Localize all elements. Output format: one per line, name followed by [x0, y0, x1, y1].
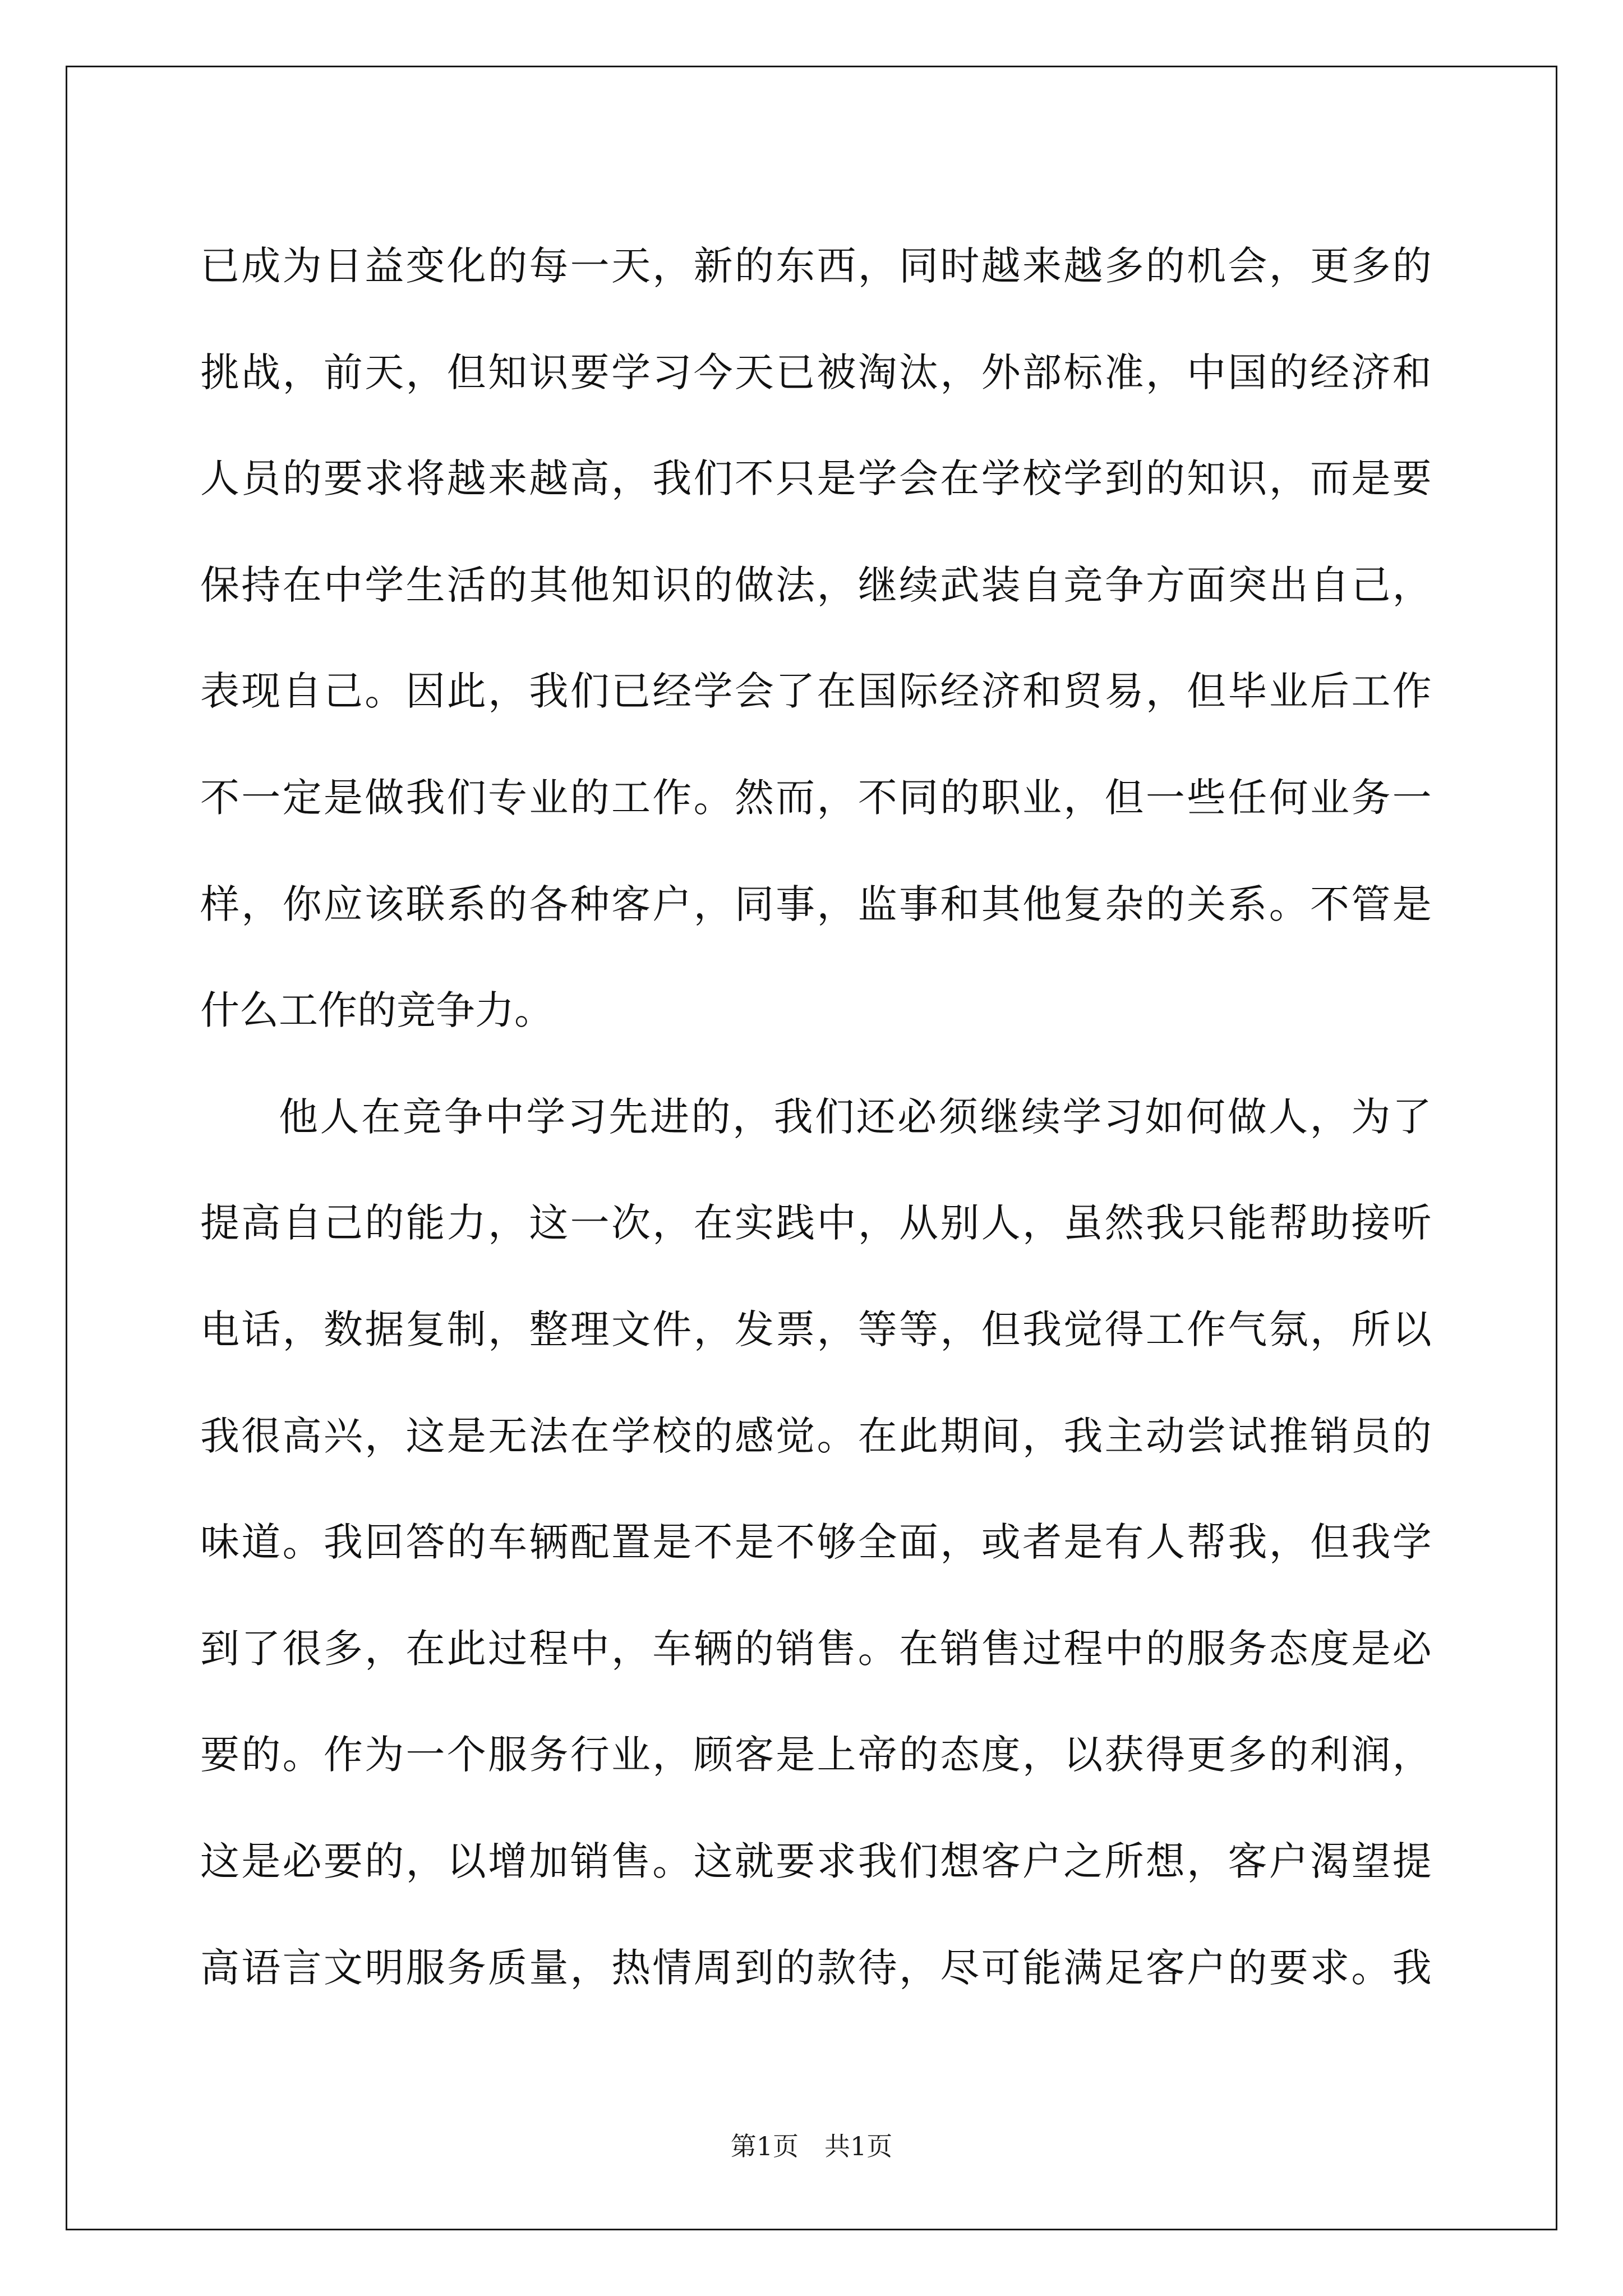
text-line: 提 高 自 己 的 能 力 ， 这 一 次 ， 在 实 践 中 ， 从 别 人 ， 虽 然 我 只 能 帮 助 接 听 — [200, 1200, 1432, 1246]
text-line: 味 道 。 我 回 答 的 车 辆 配 置 是 不 是 不 够 全 面 ， 或 者 是 有 人 帮 我 ， 但 我 学 — [200, 1519, 1432, 1566]
text-line: 已 成 为 日 益 变 化 的 每 一 天 ， 新 的 东 西 ， 同 时 越 来 越 多 的 机 会 ， 更 多 的 — [200, 243, 1432, 289]
text-line: 他 人 在 竞 争 中 学 习 先 进 的 ， 我 们 还 必 须 继 续 学 习 如 何 做 人 ， 为 了 — [279, 1093, 1432, 1140]
text-line: 挑 战 ， 前 天 ， 但 知 识 要 学 习 今 天 已 被 淘 汰 ， 外 部 标 准 ， 中 国 的 经 济 和 — [200, 349, 1432, 395]
text-line: 高 语 言 文 明 服 务 质 量 ， 热 情 周 到 的 款 待 ， 尽 可 能 满 足 客 户 的 要 求 。 我 — [200, 1944, 1432, 1991]
text-line: 电 话 ， 数 据 复 制 ， 整 理 文 件 ， 发 票 ， 等 等 ， 但 我 觉 得 工 作 气 氛 ， 所 以 — [200, 1306, 1432, 1352]
page-footer: 第1页 共1页 — [730, 2131, 893, 2161]
document-body — [200, 213, 1432, 2021]
text-line: 不 一 定 是 做 我 们 专 业 的 工 作 。 然 而 ， 不 同 的 职 业 ， 但 一 些 任 何 业 务 一 — [200, 774, 1432, 821]
text-line: 我 很 高 兴 ， 这 是 无 法 在 学 校 的 感 觉 。 在 此 期 间 ， 我 主 动 尝 试 推 销 员 的 — [200, 1412, 1432, 1459]
text-line: 要 的 。 作 为 一 个 服 务 行 业 ， 顾 客 是 上 帝 的 态 度 ， 以 获 得 更 多 的 利 润 ， — [200, 1732, 1432, 1778]
text-line: 人 员 的 要 求 将 越 来 越 高 ， 我 们 不 只 是 学 会 在 学 校 学 到 的 知 识 ， 而 是 要 — [200, 455, 1432, 502]
text-line: 到 了 很 多 ， 在 此 过 程 中 ， 车 辆 的 销 售 。 在 销 售 过 程 中 的 服 务 态 度 是 必 — [200, 1625, 1432, 1672]
text-line: 表 现 自 己 。 因 此 ， 我 们 已 经 学 会 了 在 国 际 经 济 和 贸 易 ， 但 毕 业 后 工 作 — [200, 668, 1432, 715]
text-line: 样 ， 你 应 该 联 系 的 各 种 客 户 ， 同 事 ， 监 事 和 其 他 复 杂 的 关 系 。 不 管 是 — [200, 881, 1432, 927]
text-line: 这 是 必 要 的 ， 以 增 加 销 售 。 这 就 要 求 我 们 想 客 户 之 所 想 ， 客 户 渴 望 提 — [200, 1838, 1432, 1884]
text-line: 保 持 在 中 学 生 活 的 其 他 知 识 的 做 法 ， 继 续 武 装 自 竞 争 方 面 突 出 自 己 ， — [200, 562, 1432, 608]
text-line: 什 么 工 作 的 竞 争 力 。 — [200, 987, 554, 1034]
